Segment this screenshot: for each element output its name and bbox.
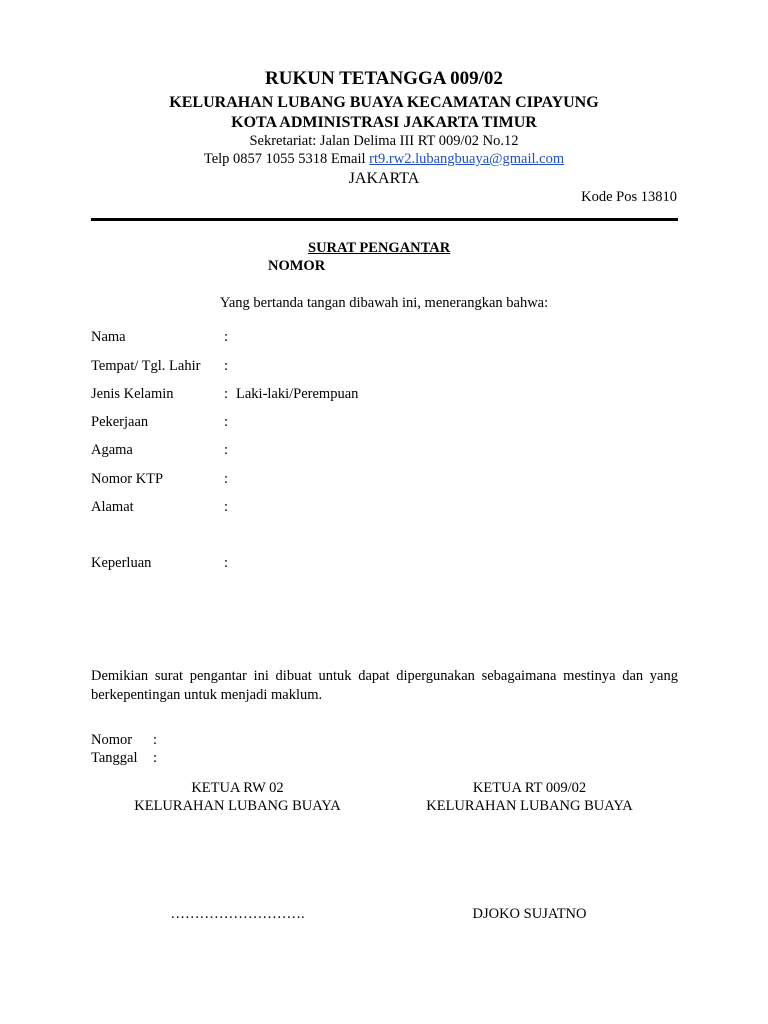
field-label-keperluan: Keperluan bbox=[91, 555, 152, 571]
postal-code: Kode Pos 13810 bbox=[581, 189, 677, 205]
field-label-agama: Agama bbox=[91, 442, 133, 458]
field-colon: : bbox=[224, 386, 229, 402]
footer-colon: : bbox=[153, 732, 158, 748]
footer-nomor-label: Nomor bbox=[91, 732, 133, 748]
rt-signatory-title: KETUA RT 009/02 bbox=[472, 780, 587, 796]
field-colon: : bbox=[224, 555, 229, 571]
city-name: JAKARTA bbox=[348, 170, 420, 187]
sekretariat-address: Sekretariat: Jalan Delima III RT 009/02 No.12 bbox=[249, 133, 519, 149]
contact-line bbox=[0, 151, 768, 168]
closing-line-2: berkepentingan untuk menjadi maklum. bbox=[91, 687, 323, 703]
field-label-nomor-ktp: Nomor KTP bbox=[91, 471, 164, 487]
rt-signatory-org: KELURAHAN LUBANG BUAYA bbox=[426, 798, 633, 814]
rw-signatory-title: KETUA RW 02 bbox=[191, 780, 284, 796]
field-colon: : bbox=[224, 471, 229, 487]
field-colon: : bbox=[224, 414, 229, 430]
header-divider bbox=[91, 218, 678, 221]
letter-title: SURAT PENGANTAR bbox=[308, 240, 451, 256]
closing-paragraph bbox=[91, 667, 678, 705]
rw-signatory-name: ………………………. bbox=[170, 906, 305, 922]
rt-title: RUKUN TETANGGA 009/02 bbox=[265, 68, 503, 89]
footer-colon: : bbox=[153, 750, 158, 766]
field-colon: : bbox=[224, 499, 229, 515]
field-label-tempat-tgl-lahir: Tempat/ Tgl. Lahir bbox=[91, 358, 201, 374]
field-label-pekerjaan: Pekerjaan bbox=[91, 414, 149, 430]
email-link[interactable]: rt9.rw2.lubangbuaya@gmail.com bbox=[369, 151, 565, 167]
intro-text: Yang bertanda tangan dibawah ini, menerangkan bahwa: bbox=[219, 295, 549, 311]
field-colon: : bbox=[224, 358, 229, 374]
letter-number-label: NOMOR bbox=[268, 258, 326, 274]
footer-tanggal-label: Tanggal bbox=[91, 750, 138, 766]
field-label-nama: Nama bbox=[91, 329, 126, 345]
field-label-jenis-kelamin: Jenis Kelamin bbox=[91, 386, 174, 402]
field-colon: : bbox=[224, 442, 229, 458]
field-label-alamat: Alamat bbox=[91, 499, 134, 515]
closing-line-1: Demikian surat pengantar ini dibuat untuk dapat dipergunakan sebagaimana mestinya dan yang bbox=[91, 668, 678, 684]
kota-line: KOTA ADMINISTRASI JAKARTA TIMUR bbox=[231, 114, 537, 131]
field-value-jenis-kelamin: Laki-laki/Perempuan bbox=[236, 386, 359, 402]
phone-text: Telp 0857 1055 5318 Email bbox=[203, 151, 370, 167]
kelurahan-line: KELURAHAN LUBANG BUAYA KECAMATAN CIPAYUNG bbox=[169, 94, 599, 111]
rw-signatory-org: KELURAHAN LUBANG BUAYA bbox=[134, 798, 341, 814]
rt-signatory-name: DJOKO SUJATNO bbox=[472, 906, 587, 922]
field-colon: : bbox=[224, 329, 229, 345]
